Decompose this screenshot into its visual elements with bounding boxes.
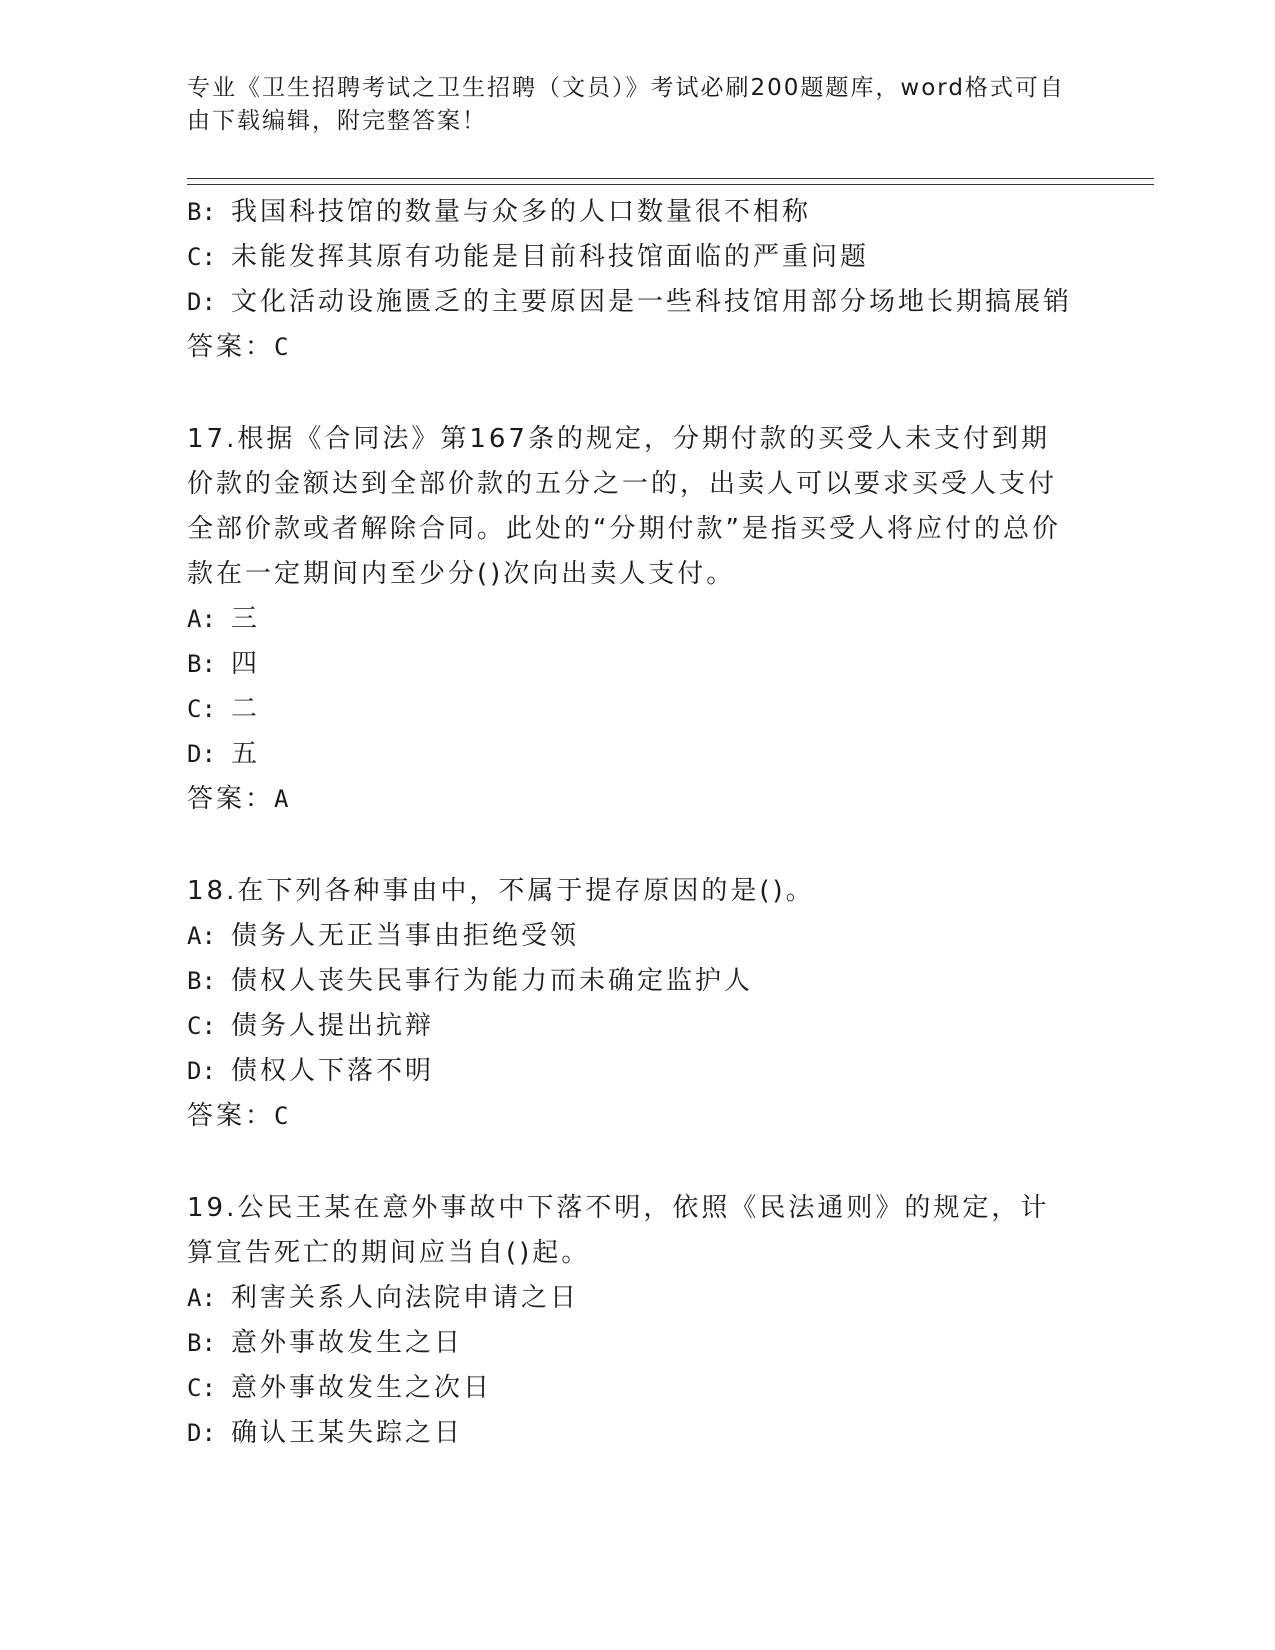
- option-text: 确认王某失踪之日: [231, 1418, 464, 1448]
- option-b: [187, 959, 1067, 1004]
- option-text: 债务人无正当事由拒绝受领: [231, 921, 580, 951]
- option-d: [187, 732, 1067, 777]
- question-16-continuation: [187, 190, 1073, 370]
- answer-label: 答案：: [187, 1101, 275, 1131]
- question-19: [187, 1186, 1067, 1456]
- option-letter: C:: [187, 1012, 216, 1040]
- option-c: [187, 687, 1067, 732]
- answer-label: 答案：: [187, 332, 275, 362]
- header-rule-top: [187, 178, 1154, 179]
- option-text: 三: [231, 604, 261, 634]
- answer-value: C: [274, 333, 289, 361]
- question-18: [187, 869, 1067, 1139]
- option-b: [187, 190, 1067, 235]
- answer-value: C: [274, 1102, 289, 1130]
- option-a: [187, 914, 1067, 959]
- option-text: 债权人丧失民事行为能力而未确定监护人: [231, 966, 754, 996]
- question-stem: 17.根据《合同法》第167条的规定，分期付款的买受人未支付到期价款的金额达到全部价款的五分之一的，出卖人可以要求买受人支付全部价款或者解除合同。此处的“分期付款”是指买受人将应付的总价款在一定期间内至少分()次向出卖人支付。: [187, 424, 1061, 589]
- option-letter: C:: [187, 1374, 216, 1402]
- option-a: [187, 1276, 1067, 1321]
- option-letter: B:: [187, 198, 216, 226]
- option-text: 未能发挥其原有功能是目前科技馆面临的严重问题: [231, 242, 870, 272]
- header-rule-bottom: [187, 184, 1154, 185]
- option-b: [187, 642, 1067, 687]
- answer-line: [187, 777, 1067, 822]
- option-text: 债权人下落不明: [231, 1056, 435, 1086]
- option-b: [187, 1321, 1067, 1366]
- option-letter: A:: [187, 1284, 216, 1312]
- option-d: [187, 280, 1073, 325]
- option-letter: C:: [187, 243, 216, 271]
- option-c: [187, 235, 1067, 280]
- option-letter: B:: [187, 967, 216, 995]
- option-letter: D:: [187, 1419, 216, 1447]
- answer-line: [187, 325, 1067, 370]
- option-letter: D:: [187, 1057, 216, 1085]
- answer-value: A: [274, 785, 289, 813]
- option-text: 我国科技馆的数量与众多的人口数量很不相称: [231, 197, 812, 227]
- option-text: 二: [231, 694, 261, 724]
- option-letter: A:: [187, 605, 216, 633]
- option-text: 意外事故发生之日: [231, 1328, 464, 1358]
- option-c: [187, 1004, 1067, 1049]
- option-text: 债务人提出抗辩: [231, 1011, 435, 1041]
- option-text: 利害关系人向法院申请之日: [231, 1283, 580, 1313]
- document-header: 专业《卫生招聘考试之卫生招聘（文员）》考试必刷200题题库，word格式可自由下载编辑，附完整答案！: [187, 75, 1065, 134]
- option-text: 四: [231, 649, 261, 679]
- option-text: 意外事故发生之次日: [231, 1373, 493, 1403]
- option-d: [187, 1411, 1067, 1456]
- question-stem: 18.在下列各种事由中，不属于提存原因的是()。: [187, 876, 815, 906]
- option-d: [187, 1049, 1067, 1094]
- option-letter: D:: [187, 740, 216, 768]
- option-text: 文化活动设施匮乏的主要原因是一些科技馆用部分场地长期搞展销: [231, 287, 1073, 317]
- option-letter: D:: [187, 288, 216, 316]
- option-text: 五: [231, 739, 261, 769]
- option-letter: A:: [187, 922, 216, 950]
- option-letter: C:: [187, 695, 216, 723]
- question-stem: 19.公民王某在意外事故中下落不明，依照《民法通则》的规定，计算宣告死亡的期间应当自()起。: [187, 1193, 1050, 1268]
- answer-label: 答案：: [187, 784, 275, 814]
- option-letter: B:: [187, 1329, 216, 1357]
- option-c: [187, 1366, 1067, 1411]
- question-17: [187, 417, 1067, 822]
- option-letter: B:: [187, 650, 216, 678]
- answer-line: [187, 1094, 1067, 1139]
- option-a: [187, 597, 1067, 642]
- question-content: [187, 190, 1073, 1456]
